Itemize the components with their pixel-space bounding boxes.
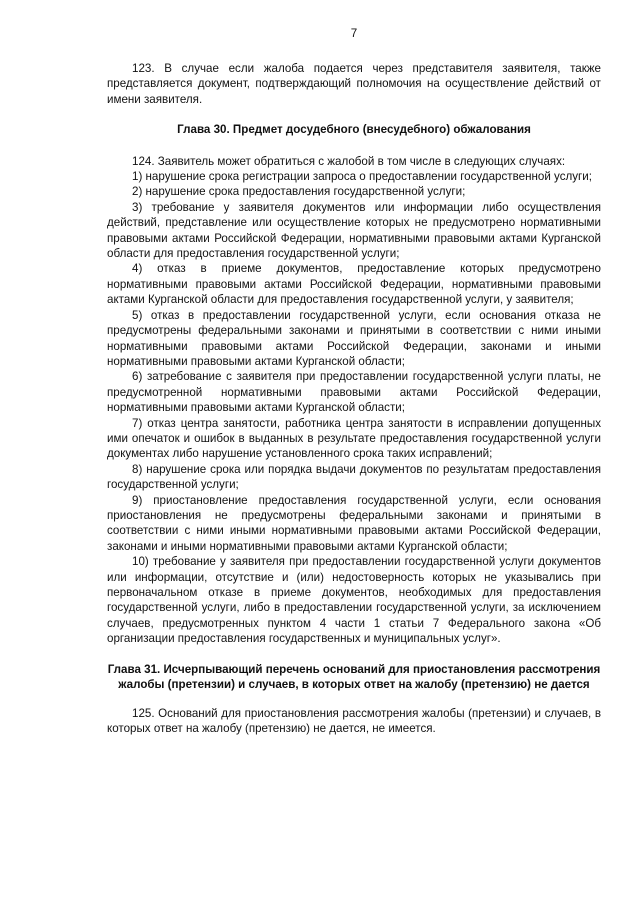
list-item-5: 5) отказ в предоставлении государственной услуги, если основания отказа не предусмотрены федеральными законами и принятыми в соответствии с ними иными нормативными правовыми актами Российской Федерации, законами и иными нормативными правовыми актами Курганской области; (107, 308, 601, 368)
paragraph-124: 124. Заявитель может обратиться с жалобой в том числе в следующих случаях: (132, 154, 566, 168)
chapter-30-heading: Глава 30. Предмет досудебного (внесудебного) обжалования (177, 123, 531, 137)
chapter-31-heading: Глава 31. Исчерпывающий перечень оснований для приостановления рассмотрения жалобы (претензии) и случаев, в которых ответ на жалобу (претензию) не дается (107, 662, 601, 691)
document-page (107, 26, 601, 736)
paragraph-123: 123. В случае если жалоба подается через представителя заявителя, также представляется документ, подтверждающий полномочия на осуществление действий от имени заявителя. (107, 62, 601, 106)
list-item-6: 6) затребование с заявителя при предоставлении государственной услуги платы, не предусмотренной нормативными правовыми актами Российской Федерации, нормативными правовыми актами Курганской области; (107, 370, 601, 415)
list-item-1: 1) нарушение срока регистрации запроса о предоставлении государственной услуги; (132, 170, 592, 184)
list-item-2: 2) нарушение срока предоставления государственной услуги; (132, 185, 466, 199)
list-item-4: 4) отказ в приеме документов, предоставление которых предусмотрено нормативными правовыми актами Российской Федерации, нормативными правовыми актами Курганской области для предоставления государственной услуги, у заявителя; (107, 262, 601, 307)
list-item-10: 10) требование у заявителя при предоставлении государственной услуги документов или информации, отсутствие и (или) недостоверность которых не указывались при первоначальном отказе в приеме документов, необходимых для предоставления государственной услуги, либо в предоставлении государственной услуги, за исключением случаев, предусмотренных пунктом 4 части 1 статьи 7 Федерального закона «Об организации предоставления государственных и муниципальных услуг». (107, 555, 601, 646)
list-item-3: 3) требование у заявителя документов или информации либо осуществления действий, представление или осуществление которых не предусмотрено нормативными правовыми актами Российской Федерации, нормативными правовыми актами Курганской области для предоставления государственной услуги; (107, 200, 601, 261)
paragraph-125: 125. Оснований для приостановления рассмотрения жалобы (претензии) и случаев, в которых ответ на жалобу (претензию) не дается, не имеется. (107, 706, 601, 736)
page-number: 7 (350, 27, 358, 40)
list-item-7: 7) отказ центра занятости, работника центра занятости в исправлении допущенных ими опечаток и ошибок в выданных в результате предоставления государственной услуги документах либо нарушение установленного срока таких исправлений; (107, 416, 601, 461)
list-item-9: 9) приостановление предоставления государственной услуги, если основания приостановления не предусмотрены федеральными законами и принятыми в соответствии с ними иными нормативными правовыми актами Российской Федерации, законами и иными нормативными правовыми актами Курганской области; (107, 493, 601, 553)
list-item-8: 8) нарушение срока или порядка выдачи документов по результатам предоставления государственной услуги; (107, 462, 601, 492)
